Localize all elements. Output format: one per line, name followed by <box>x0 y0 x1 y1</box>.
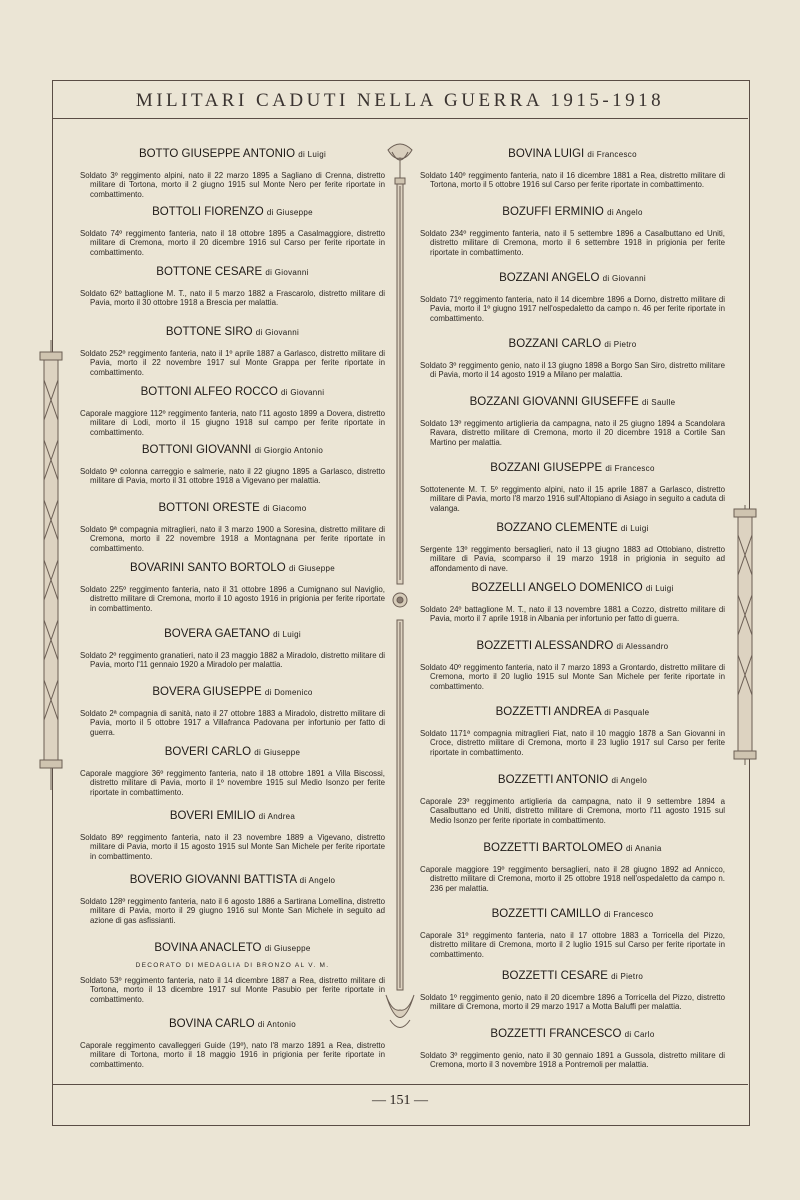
list-item <box>420 462 725 513</box>
list-item <box>420 522 725 573</box>
entry-name: BOTTONE SIRO di Giovanni <box>165 326 300 338</box>
center-ornament-column <box>380 140 420 1040</box>
list-item <box>80 874 385 925</box>
list-item <box>80 628 385 670</box>
list-item <box>420 396 725 447</box>
entry-name: BOZZETTI ANTONIO di Angelo <box>497 774 648 786</box>
entry-name: BOVERI EMILIO di Andrea <box>169 810 296 822</box>
entry-text: Soldato 3º reggimento alpini, nato il 22 marzo 1895 a Sagliano di Crenna, distretto militare di Tortona, morto il 2 giugno 1915 sul Monte Nero per ferite riportate in combattimento. <box>80 171 385 199</box>
list-item <box>80 148 385 199</box>
entry-text: Soldato 13º reggimento artiglieria da campagna, nato il 25 giugno 1894 a Scandolara Ravara, distretto militare di Cremona, morto il 20 dicembre 1918 a Cortile San Martino per malattia. <box>420 419 725 447</box>
entry-text: Soldato 225º reggimento fanteria, nato il 31 ottobre 1896 a Cumignano sul Naviglio, distretto militare di Cremona, morto il 10 agosto 1916 in prigionia per ferite riportate in combattimento. <box>80 585 385 613</box>
entry-name: BOVINA CARLO di Antonio <box>169 1018 296 1030</box>
entry-text: Soldato 40º reggimento fanteria, nato il 7 marzo 1893 a Grontardo, distretto militare di Cremona, morto il 20 luglio 1915 sul Monte San Michele per ferite riportate in combattimento. <box>420 663 725 691</box>
entry-text: Soldato 74º reggimento fanteria, nato il 18 ottobre 1895 a Casalmaggiore, distretto militare di Cremona, morto il 20 dicembre 1916 sul Carso per ferite riportate in combattimento. <box>80 229 385 257</box>
entry-text: Soldato 24º battaglione M. T., nato il 13 novembre 1881 a Cozzo, distretto militare di Pavia, morto il 7 aprile 1918 in Albania per infortunio per fatto di guerra. <box>420 605 725 624</box>
entry-name: BOTTONE CESARE di Giovanni <box>156 266 309 278</box>
decoration-note: DECORATO DI MEDAGLIA DI BRONZO AL V. M. <box>135 962 330 969</box>
entry-name: BOTTO GIUSEPPE ANTONIO di Luigi <box>138 148 327 160</box>
list-item <box>80 746 385 797</box>
list-item <box>420 582 725 624</box>
list-item <box>420 842 725 893</box>
list-item <box>80 562 385 613</box>
list-item <box>80 502 385 553</box>
list-item <box>80 266 385 308</box>
list-item <box>80 444 385 486</box>
entry-text: Soldato 140º reggimento fanteria, nato il 16 dicembre 1881 a Rea, distretto militare di Tortona, morto il 5 ottobre 1916 sul Carso per ferite riportate in combattimento. <box>420 171 725 190</box>
list-item <box>420 338 725 380</box>
entry-name: BOVERI CARLO di Giuseppe <box>164 746 301 758</box>
list-item <box>420 774 725 825</box>
entry-text: Soldato 252º reggimento fanteria, nato il 1º aprile 1887 a Garlasco, distretto militare di Pavia, morto il 22 novembre 1917 sul Monte Grappa per ferite riportate in combattimento. <box>80 349 385 377</box>
entry-name: BOTTOLI FIORENZO di Giuseppe <box>152 206 313 218</box>
list-item <box>80 386 385 437</box>
entry-name: BOZZANI GIOVANNI GIUSEFFE di Saulle <box>469 396 676 408</box>
entry-text: Caporale maggiore 36º reggimento fanteria, nato il 18 ottobre 1891 a Villa Biscossi, distretto militare di Pavia, morto il 1º novembre 1915 sul Medio Isonzo per ferite riportate in combattimento. <box>80 769 385 797</box>
entry-text: Soldato 2ª compagnia di sanità, nato il 27 ottobre 1883 a Miradolo, distretto militare di Pavia, morto il 5 ottobre 1917 a Villafranca Padovana per infortunio per fatto di guerra. <box>80 709 385 737</box>
entry-text: Soldato 3º reggimento genio, nato il 13 giugno 1898 a Borgo San Siro, distretto militare di Pavia, morto il 14 agosto 1919 a Milano per malattia. <box>420 361 725 380</box>
page-title: MILITARI CADUTI NELLA GUERRA 1915-1918 <box>135 90 665 111</box>
entry-name: BOVARINI SANTO BORTOLO di Giuseppe <box>130 562 335 574</box>
entry-name: BOTTONI GIOVANNI di Giorgio Antonio <box>141 444 324 456</box>
entry-name: BOZZETTI ANDREA di Pasquale <box>495 706 650 718</box>
list-item <box>80 206 385 257</box>
right-fasces-ornament <box>730 505 760 765</box>
entry-text: Sergente 13º reggimento bersaglieri, nato il 13 giugno 1883 ad Ottobiano, distretto militare di Pavia, scomparso il 19 marzo 1918 in prigionia in seguito ad affondamento di nave. <box>420 545 725 573</box>
entry-text: Sottotenente M. T. 5º reggimento alpini, nato il 15 aprile 1887 a Garlasco, distretto militare di Pavia, morto l'8 marzo 1916 sull'Altopiano di Asiago in seguito a caduta di valanga. <box>420 485 725 513</box>
entry-name: BOZZANO CLEMENTE di Luigi <box>496 522 649 534</box>
entry-name: BOZZANI CARLO di Pietro <box>508 338 637 350</box>
entry-text: Soldato 3º reggimento genio, nato il 30 gennaio 1891 a Gussola, distretto militare di Cremona, morto il 3 novembre 1918 a Pontremoli per malattia. <box>420 1051 725 1070</box>
list-item <box>420 970 725 1012</box>
entry-text: Soldato 71º reggimento fanteria, nato il 14 dicembre 1896 a Dorno, distretto militare di Pavia, morto il 1º giugno 1917 nell'ospedaletto da campo n. 46 per ferite riportate in combattimento. <box>420 295 725 323</box>
list-item <box>420 1028 725 1070</box>
entry-name: BOZZETTI CESARE di Pietro <box>501 970 644 982</box>
list-item <box>80 810 385 861</box>
list-item <box>80 942 385 1004</box>
entry-name: BOTTONI ALFEO ROCCO di Giovanni <box>140 386 325 398</box>
list-item <box>80 686 385 737</box>
list-item <box>420 908 725 959</box>
entry-text: Soldato 2º reggimento granatieri, nato il 23 maggio 1882 a Miradolo, distretto militare di Pavia, morto l'11 gennaio 1920 a Miradolo per malattia. <box>80 651 385 670</box>
entry-text: Soldato 53º reggimento fanteria, nato il 14 dicembre 1887 a Rea, distretto militare di Tortona, morto il 13 dicembre 1917 sul Monte Pasubio per ferite riportate in combattimento. <box>80 976 385 1004</box>
entry-name: BOZZETTI BARTOLOMEO di Anania <box>483 842 662 854</box>
entry-text: Soldato 1171ª compagnia mitraglieri Fiat, nato il 10 maggio 1878 a San Giovanni in Croce, distretto militare di Cremona, morto il 23 luglio 1917 sul Carso per ferite riportate in combattimento. <box>420 729 725 757</box>
entry-name: BOTTONI ORESTE di Giacomo <box>158 502 307 514</box>
list-item <box>80 1018 385 1069</box>
entry-text: Soldato 234º reggimento fanteria, nato il 5 settembre 1896 a Casalbuttano ed Uniti, distretto militare di Cremona, morto il 6 settembre 1918 in prigionia per ferite riportate in combattimento. <box>420 229 725 257</box>
footer-rule <box>52 1084 748 1085</box>
entry-name: BOVERA GAETANO di Luigi <box>164 628 301 640</box>
list-item <box>420 206 725 257</box>
list-item <box>80 326 385 377</box>
entry-name: BOZZANI ANGELO di Giovanni <box>499 272 646 284</box>
entry-text: Caporale 31º reggimento fanteria, nato il 17 ottobre 1883 a Torricella del Pizzo, distretto militare di Cremona, morto il 2 luglio 1915 sul Carso per ferite riportate in combattimento. <box>420 931 725 959</box>
entry-name: BOZZETTI FRANCESCO di Carlo <box>490 1028 655 1040</box>
list-item <box>420 640 725 691</box>
left-fasces-ornament <box>36 340 66 790</box>
entry-text: Caporale 23º reggimento artiglieria da campagna, nato il 9 settembre 1894 a Casalbuttano ed Uniti, distretto militare di Cremona, morto l'11 agosto 1915 sul Medio Isonzo per ferite riportate in combattimento. <box>420 797 725 825</box>
entry-text: Caporale reggimento cavalleggeri Guide (19º), nato l'8 marzo 1891 a Rea, distretto militare di Tortona, morto il 18 maggio 1916 in prigionia per ferite riportate in combattimento. <box>80 1041 385 1069</box>
entry-name: BOVERIO GIOVANNI BATTISTA di Angelo <box>129 874 336 886</box>
list-item <box>420 706 725 757</box>
entry-name: BOZZANI GIUSEPPE di Francesco <box>490 462 655 474</box>
entry-name: BOZZETTI ALESSANDRO di Alessandro <box>476 640 669 652</box>
entry-text: Caporale maggiore 112º reggimento fanteria, nato l'11 agosto 1899 a Dovera, distretto militare di Lodi, morto il 15 giugno 1918 sul campo per ferite riportate in combattimento. <box>80 409 385 437</box>
entry-name: BOZUFFI ERMINIO di Angelo <box>502 206 643 218</box>
entry-name: BOVINA LUIGI di Francesco <box>508 148 637 160</box>
entry-text: Soldato 89º reggimento fanteria, nato il 23 novembre 1889 a Vigevano, distretto militare di Pavia, morto il 15 agosto 1915 sul Monte San Michele per ferite riportate in combattimento. <box>80 833 385 861</box>
entry-name: BOZZELLI ANGELO DOMENICO di Luigi <box>471 582 674 594</box>
entry-name: BOZZETTI CAMILLO di Francesco <box>491 908 654 920</box>
entry-text: Soldato 128º reggimento fanteria, nato il 6 agosto 1886 a Sartirana Lomellina, distretto militare di Pavia, morto il 29 giugno 1916 sul Monte San Michele in seguito ad azione di gas asfissianti. <box>80 897 385 925</box>
entry-text: Caporale maggiore 19º reggimento bersaglieri, nato il 28 giugno 1892 ad Annicco, distretto militare di Cremona, morto il 25 ottobre 1918 nell'ospedaletto da campo n. 236 per malattia. <box>420 865 725 893</box>
entry-text: Soldato 1º reggimento genio, nato il 20 dicembre 1896 a Torricella del Pizzo, distretto militare di Cremona, morto il 29 marzo 1917 a Motta Baluffi per malattia. <box>420 993 725 1012</box>
list-item <box>420 272 725 323</box>
entry-text: Soldato 62º battaglione M. T., nato il 5 marzo 1882 a Frascarolo, distretto militare di Pavia, morto il 30 ottobre 1918 a Brescia per malattia. <box>80 289 385 308</box>
entry-name: BOVERA GIUSEPPE di Domenico <box>152 686 313 698</box>
page-header <box>52 80 748 119</box>
entry-text: Soldato 9ª colonna carreggio e salmerie, nato il 22 giugno 1895 a Garlasco, distretto militare di Pavia, morto il 31 ottobre 1918 a Vigevano per malattia. <box>80 467 385 486</box>
entry-text: Soldato 9ª compagnia mitraglieri, nato il 3 marzo 1900 a Soresina, distretto militare di Cremona, morto il 22 novembre 1918 a Montagnana per ferite riportate in combattimento. <box>80 525 385 553</box>
entry-name: BOVINA ANACLETO di Giuseppe <box>154 942 311 954</box>
page-number: — 151 — <box>372 1093 428 1108</box>
list-item <box>420 148 725 190</box>
